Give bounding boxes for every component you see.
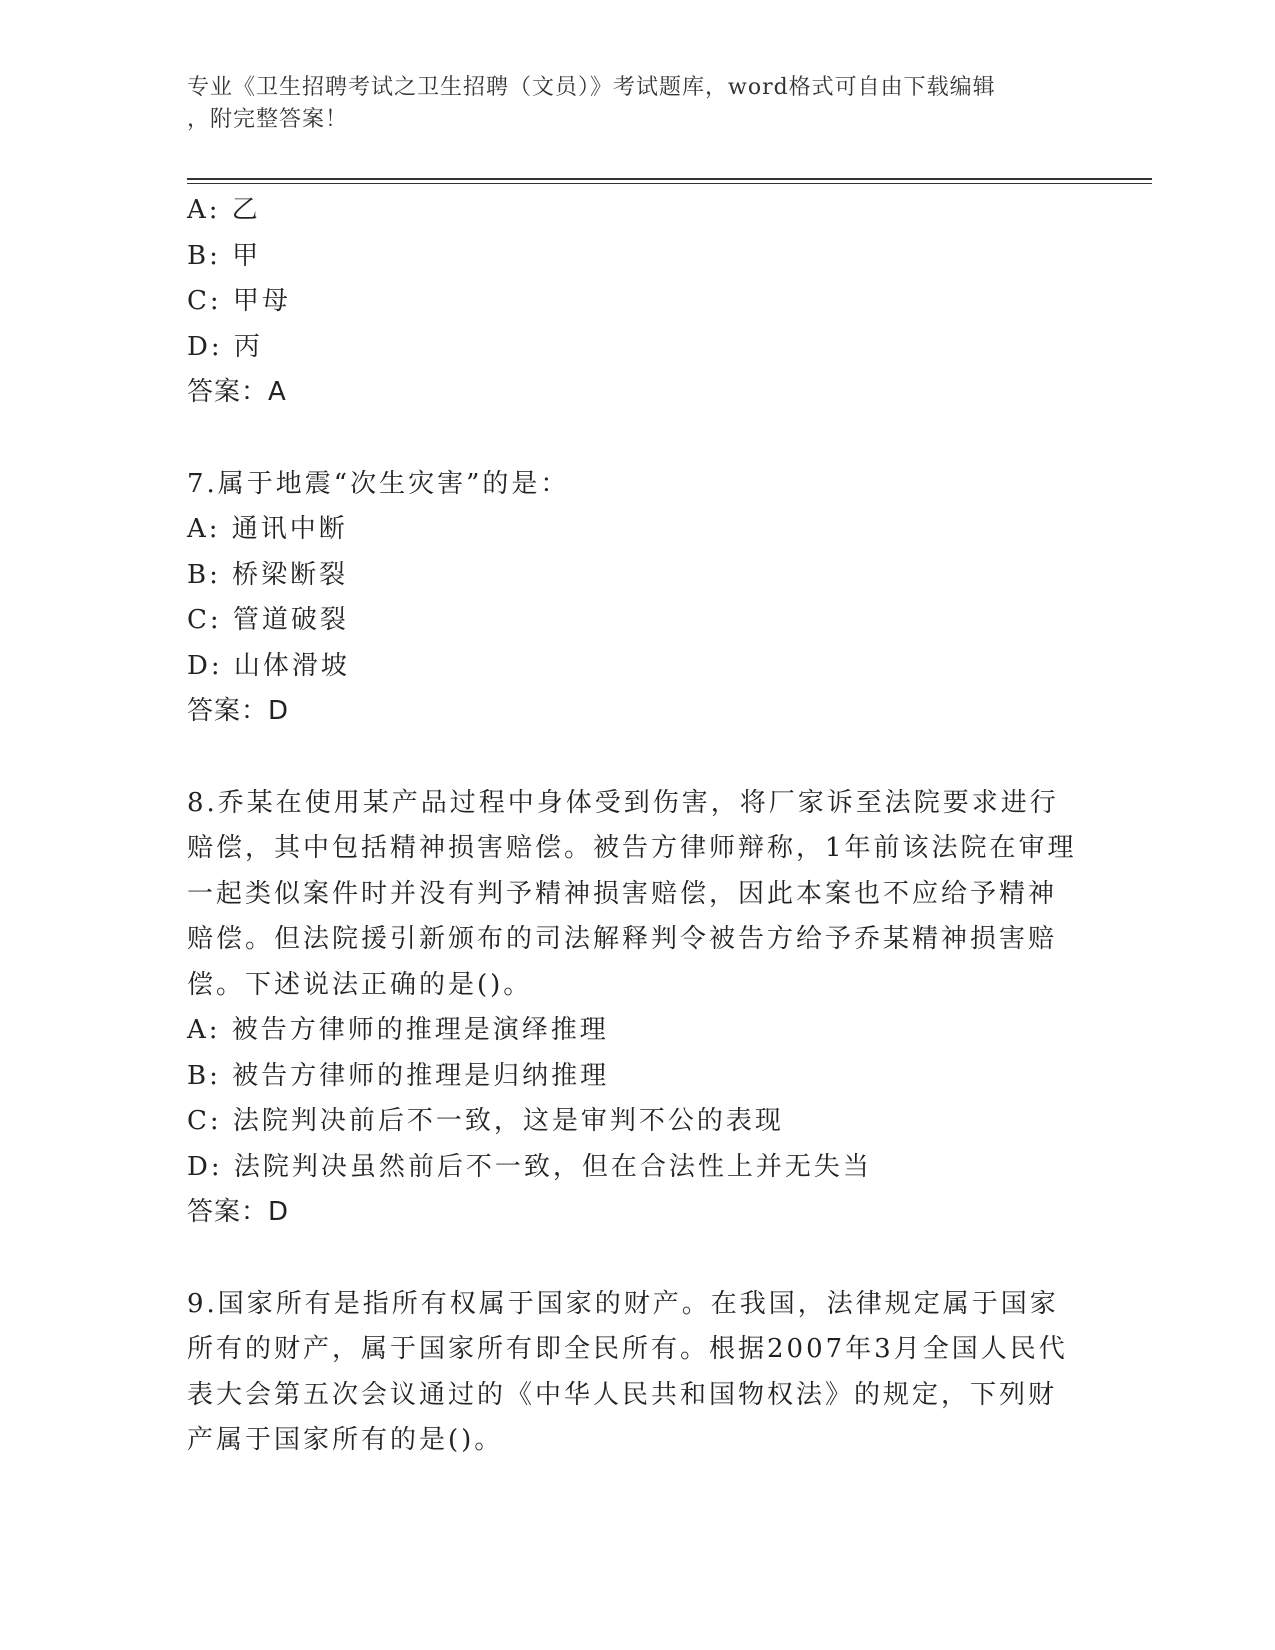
question-stem-line: 9.国家所有是指所有权属于国家的财产。在我国，法律规定属于国家 — [187, 1288, 1059, 1319]
question-8 — [187, 781, 1087, 1236]
header-line-1: 专业《卫生招聘考试之卫生招聘（文员）》考试题库，word格式可自由下载编辑 — [187, 75, 996, 100]
option-b: B: 桥梁断裂 — [187, 559, 349, 590]
option-d: D: 法院判决虽然前后不一致，但在合法性上并无失当 — [187, 1151, 872, 1182]
document-header — [187, 72, 1067, 136]
option-b: B: 甲 — [187, 240, 262, 271]
question-stem-line: 一起类似案件时并没有判予精神损害赔偿，因此本案也不应给予精神 — [187, 878, 1058, 909]
header-line-2: ，附完整答案！ — [187, 107, 349, 132]
answer-line: 答案：D — [187, 1197, 290, 1227]
option-a: A: 乙 — [187, 195, 261, 225]
question-stem-line: 表大会第五次会议通过的《中华人民共和国物权法》的规定，下列财 — [187, 1379, 1058, 1410]
option-c: C: 管道破裂 — [187, 605, 349, 635]
question-6 — [187, 188, 1087, 416]
question-9 — [187, 1282, 1087, 1464]
question-stem-line: 所有的财产，属于国家所有即全民所有。根据2007年3月全国人民代 — [187, 1334, 1068, 1364]
option-a: A: 被告方律师的推理是演绎推理 — [187, 1015, 609, 1045]
option-c: C: 法院判决前后不一致，这是审判不公的表现 — [187, 1106, 784, 1136]
question-spacer — [187, 416, 1087, 462]
question-stem-line: 产属于国家所有的是()。 — [187, 1425, 504, 1455]
header-divider-thick — [187, 178, 1152, 180]
option-d: D: 丙 — [187, 331, 263, 362]
question-stem-line: 赔偿，其中包括精神损害赔偿。被告方律师辩称，1年前该法院在审理 — [187, 833, 1077, 863]
option-c: C: 甲母 — [187, 286, 291, 316]
answer-line: 答案：A — [187, 377, 287, 407]
option-b: B: 被告方律师的推理是归纳推理 — [187, 1060, 610, 1091]
question-content — [187, 188, 1087, 1464]
header-divider-thin — [187, 183, 1152, 184]
question-stem: 7.属于地震“次生灾害”的是： — [187, 468, 570, 499]
option-a: A: 通讯中断 — [187, 514, 348, 544]
question-stem-line: 偿。下述说法正确的是()。 — [187, 969, 533, 1000]
option-d: D: 山体滑坡 — [187, 650, 350, 681]
question-spacer — [187, 1236, 1087, 1282]
question-stem-line: 赔偿。但法院援引新颁布的司法解释判令被告方给予乔某精神损害赔 — [187, 924, 1058, 954]
answer-line: 答案：D — [187, 696, 290, 726]
question-spacer — [187, 735, 1087, 781]
question-7 — [187, 462, 1087, 735]
question-stem-line: 8.乔某在使用某产品过程中身体受到伤害，将厂家诉至法院要求进行 — [187, 787, 1059, 818]
